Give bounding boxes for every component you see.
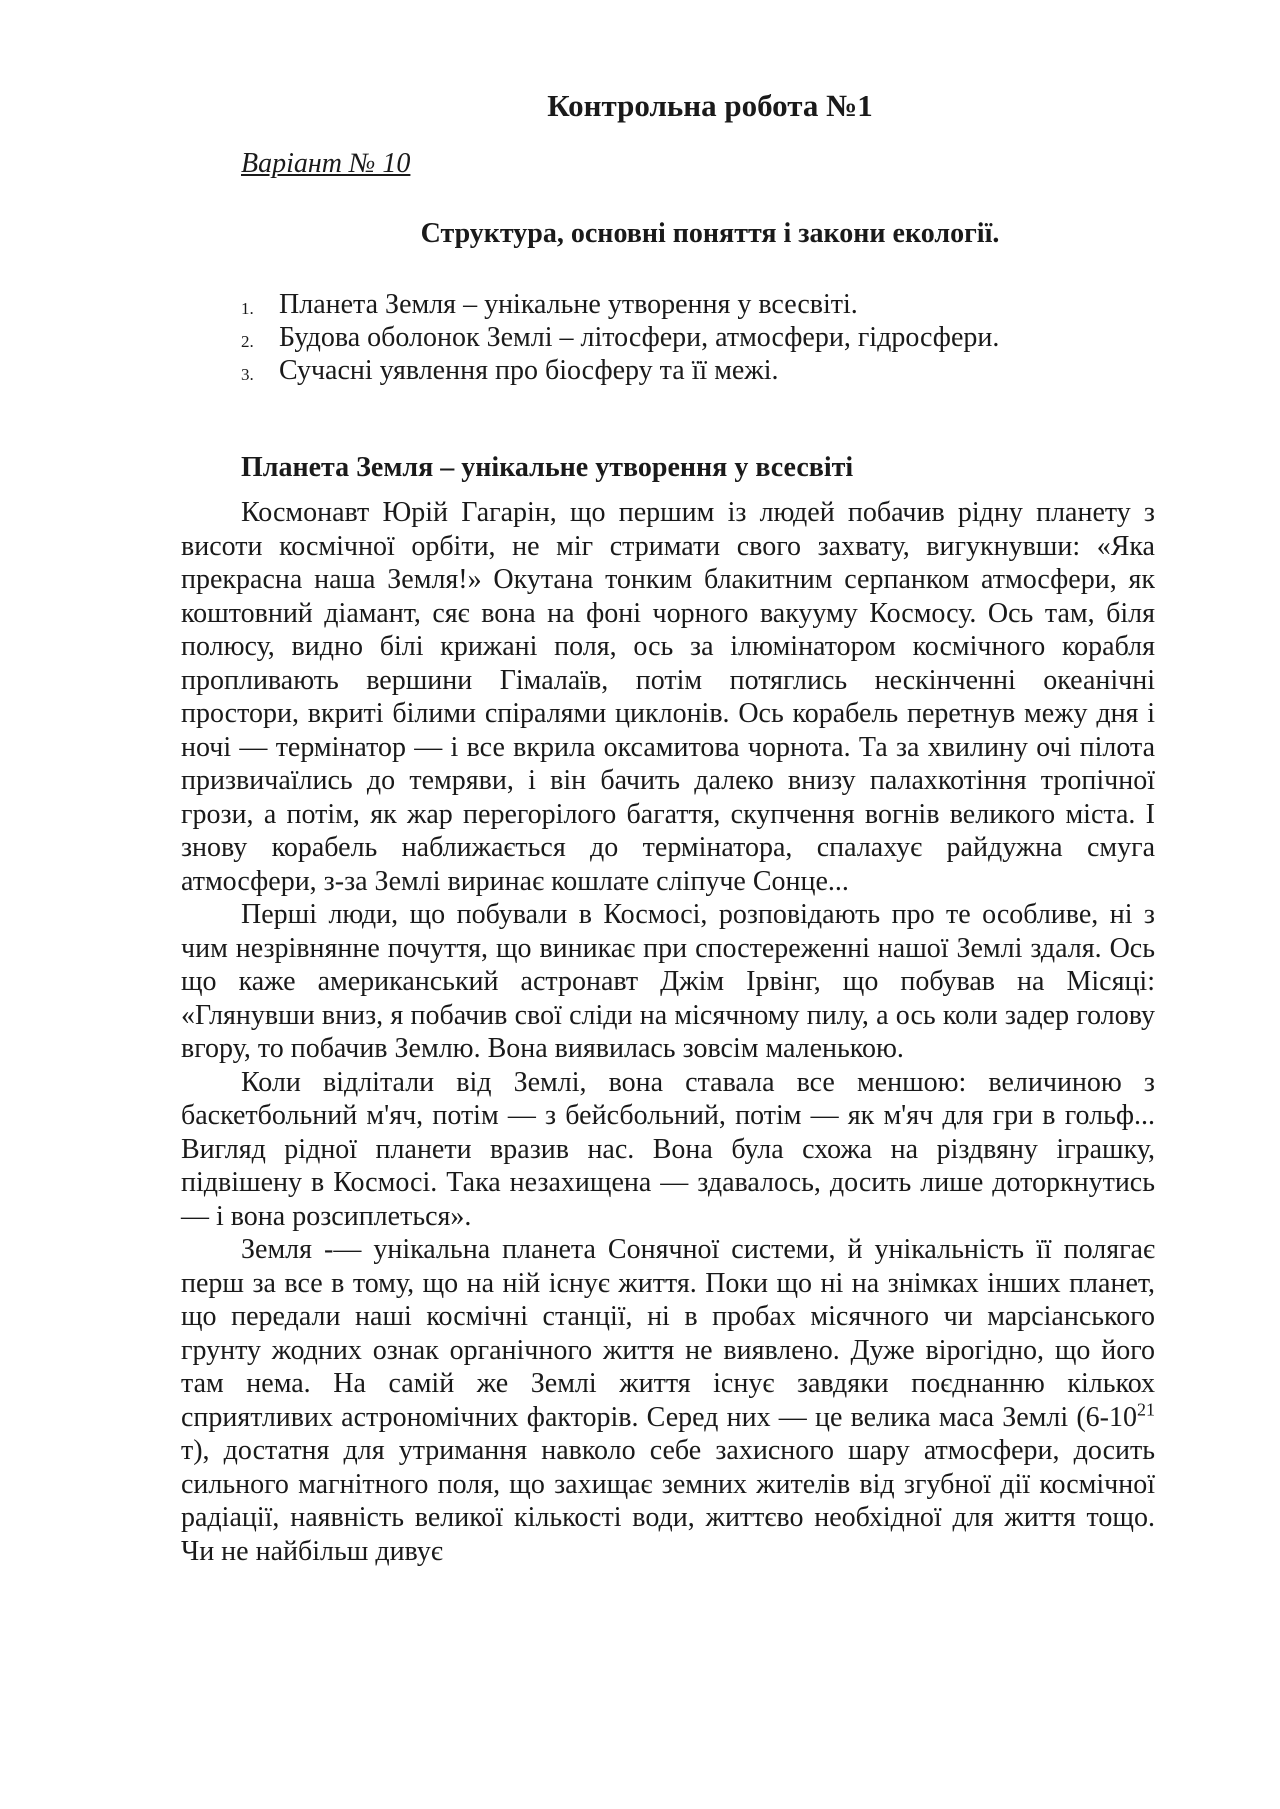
list-item (241, 354, 999, 387)
list-item (241, 288, 999, 321)
section-heading: Планета Земля – унікальне утворення у всесвіті (241, 452, 854, 483)
paragraph: Коли відлітали від Землі, вона ставала все меншою: величиною з баскетбольний м'яч, потім — з бейсбольний, потім — як м'яч для гри в гольф... Вигляд рідної планети вразив нас. Вона була схожа на різдвяну іграшку, підвішену в Космосі. Така незахищена — здавалось, досить лише доторкнутись — і вона розсиплеться». (181, 1066, 1155, 1232)
list-item-text: Будова оболонок Землі – літосфери, атмосфери, гідросфери. (279, 322, 1000, 353)
exponent: 21 (1137, 1399, 1155, 1420)
list-item-text: Планета Земля – унікальне утворення у всесвіті. (279, 289, 858, 320)
topic-heading: Структура, основні поняття і закони екології. (420, 218, 1000, 249)
list-number: 3. (241, 365, 254, 384)
document-title: Контрольна робота №1 (547, 88, 873, 123)
list-number: 2. (241, 332, 254, 351)
question-list (241, 288, 999, 387)
body-text (181, 496, 1155, 1568)
variant-label: Варіант № 10 (241, 148, 411, 179)
paragraph-text: Земля -— унікальна планета Сонячної системи, й унікальність її полягає перш за все в тому, що на ній існує життя. Поки що ні на знімках інших планет, що передали наші космічні станції, ні в пробах місячного чи марсіанського грунту жодних ознак органічного життя не виявлено. Дуже вірогідно, що його там нема. На самій же Землі життя існує завдяки поєднанню кількох сприятливих астрономічних факторів. Серед них — це велика маса Землі (6-10 (181, 1234, 1155, 1433)
paragraph: Перші люди, що побували в Космосі, розповідають про те особливе, ні з чим незрівнянне почуття, що виникає при спостереженні нашої Землі здаля. Ось що каже американський астронавт Джім Ірвінг, що побував на Місяці: «Глянувши вниз, я побачив свої сліди на місячному пилу, а ось коли задер голову вгору, то побачив Землю. Вона виявилась зовсім маленькою. (181, 899, 1155, 1064)
paragraph: Космонавт Юрій Гагарін, що першим із людей побачив рідну планету з висоти космічної орбіти, не міг стримати свого захвату, вигукнувши: «Яка прекрасна наша Земля!» Окутана тонким блакитним серпанком атмосфери, як коштовний діамант, сяє вона на фоні чорного вакууму Космосу. Ось там, біля полюсу, видно білі крижані поля, ось за ілюмінатором космічного корабля пропливають вершини Гімалаїв, потім потяглись нескінченні океанічні простори, вкриті білими спіралями циклонів. Ось корабель перетнув межу дня і ночі — термінатор — і все вкрила оксамитова чорнота. Та за хвилину очі пілота призвичаїлись до темряви, і він бачить далеко внизу палахкотіння тропічної грози, а потім, як жар перегорілого багаття, скупчення вогнів великого міста. І знову корабель наближається до термінатора, спалахує райдужна смуга атмосфери, з-за Землі виринає кошлате сліпуче Сонце... (181, 497, 1155, 897)
paragraph (181, 1233, 1155, 1568)
list-item (241, 321, 999, 354)
paragraph-text: т), достатня для утримання навколо себе захисного шару атмосфери, досить сильного магнітного поля, що захищає земних жителів від згубної дії космічної радіації, наявність великої кількості води, життєво необхідної для життя тощо. Чи не найбільш дивує (181, 1435, 1155, 1567)
list-number: 1. (241, 299, 254, 318)
list-item-text: Сучасні уявлення про біосферу та її межі. (279, 355, 779, 386)
